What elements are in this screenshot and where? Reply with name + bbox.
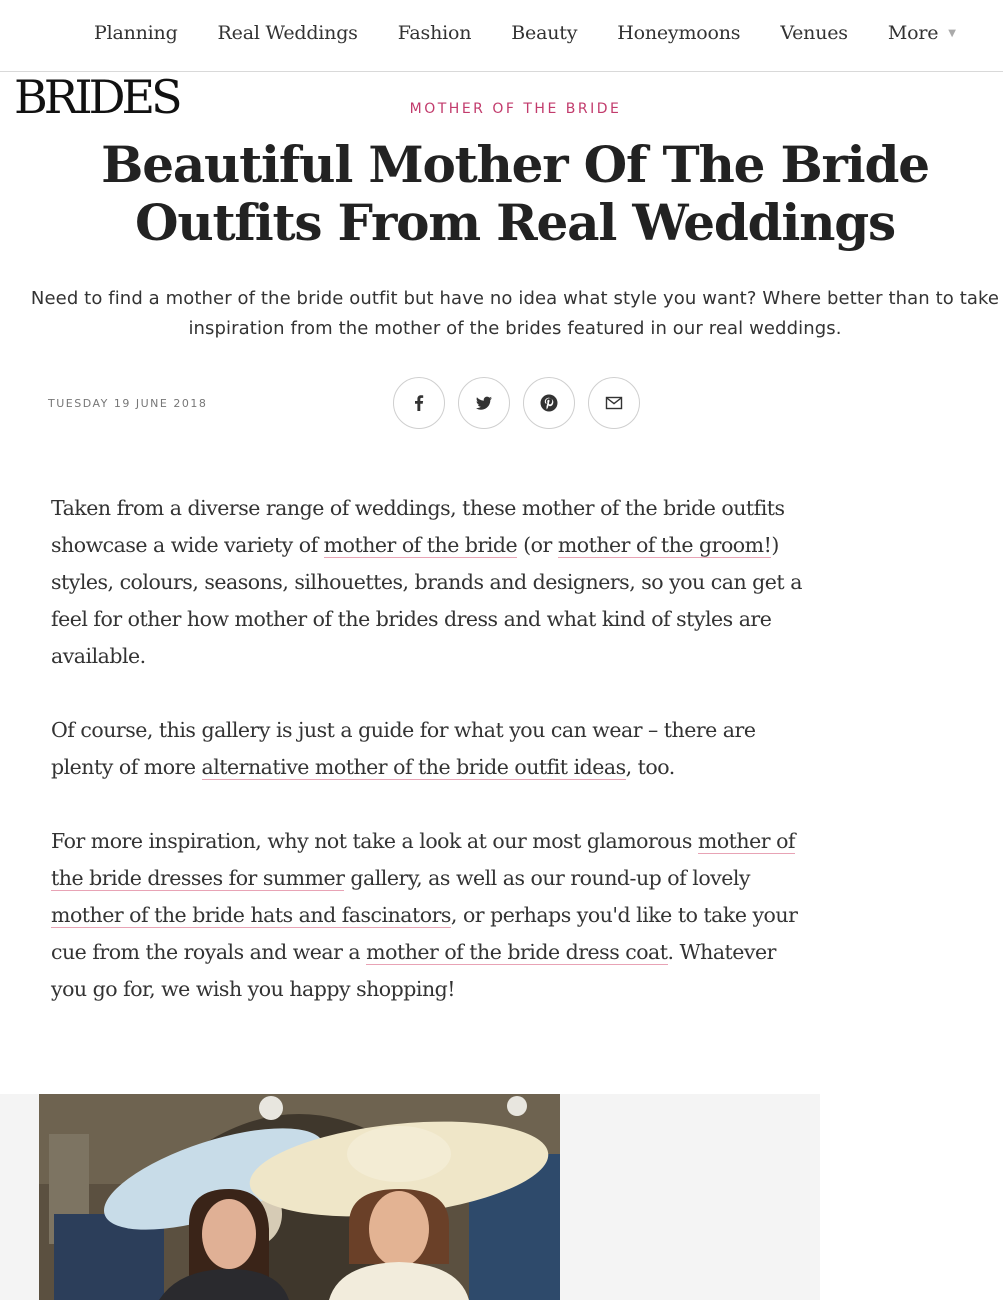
article-body	[51, 490, 811, 1045]
link-dresses-for-summer[interactable]: mother of the bride dresses for summer	[51, 829, 796, 890]
nav-item-beauty[interactable]: Beauty	[511, 22, 578, 44]
publish-date: TUESDAY 19 JUNE 2018	[48, 397, 208, 410]
link-hats-and-fascinators[interactable]: mother of the bride hats and fascinators	[51, 903, 451, 927]
brides-logo[interactable]: BRIDES	[14, 70, 179, 124]
link-mother-of-the-bride[interactable]: mother of the bride	[323, 533, 518, 557]
article-paragraph: Of course, this gallery is just a guide for what you can wear – there are plenty of more alternative mother of the bride outfit ideas, too.	[51, 718, 756, 779]
nav-more-label: More	[887, 22, 939, 44]
twitter-icon	[473, 392, 495, 414]
article-standfirst: Need to find a mother of the bride outfit but have no idea what style you want? Where better than to take inspiration from the mother of the brides featured in our real weddings.	[30, 288, 1000, 339]
nav-item-honeymoons[interactable]: Honeymoons	[617, 22, 741, 44]
chevron-down-icon: ▼	[948, 27, 956, 39]
share-facebook-button[interactable]	[393, 377, 445, 429]
share-buttons	[393, 377, 640, 429]
article-paragraph: For more inspiration, why not take a look at our most glamorous mother of the bride dresses for summer gallery, as well as our round-up of lovely mother of the bride hats and fascinators, or perhaps you'd like to take your cue from the royals and wear a mother of the bride dress coat. Whatever you go for, we wish you happy shopping!	[51, 829, 798, 1001]
link-mother-of-the-groom[interactable]: mother of the groom!	[557, 533, 772, 557]
main-menu	[94, 22, 996, 44]
email-icon	[603, 392, 625, 414]
facebook-icon	[408, 392, 430, 414]
page-title: Beautiful Mother Of The Bride Outfits From Real Weddings	[101, 135, 929, 252]
nav-item-fashion[interactable]: Fashion	[397, 22, 472, 44]
share-email-button[interactable]	[588, 377, 640, 429]
nav-item-venues[interactable]: Venues	[780, 22, 848, 44]
pinterest-icon	[538, 392, 560, 414]
top-navigation	[0, 0, 1003, 72]
link-alternative-outfit-ideas[interactable]: alternative mother of the bride outfit ideas	[201, 755, 626, 779]
share-pinterest-button[interactable]	[523, 377, 575, 429]
share-twitter-button[interactable]	[458, 377, 510, 429]
article-paragraph: Taken from a diverse range of weddings, these mother of the bride outfits showcase a wide variety of mother of the bride (or mother of the groom!) styles, colours, seasons, silhouettes, brands and designers, so you can get a feel for other how mother of the brides dress and what kind of styles are available.	[51, 496, 802, 668]
nav-item-planning[interactable]: Planning	[94, 22, 178, 44]
nav-item-real-weddings[interactable]: Real Weddings	[217, 22, 358, 44]
nav-item-more[interactable]	[888, 22, 956, 44]
article-category[interactable]: MOTHER OF THE BRIDE	[409, 101, 622, 117]
gallery-image[interactable]	[39, 1094, 560, 1300]
link-dress-coat[interactable]: mother of the bride dress coat	[366, 940, 668, 964]
